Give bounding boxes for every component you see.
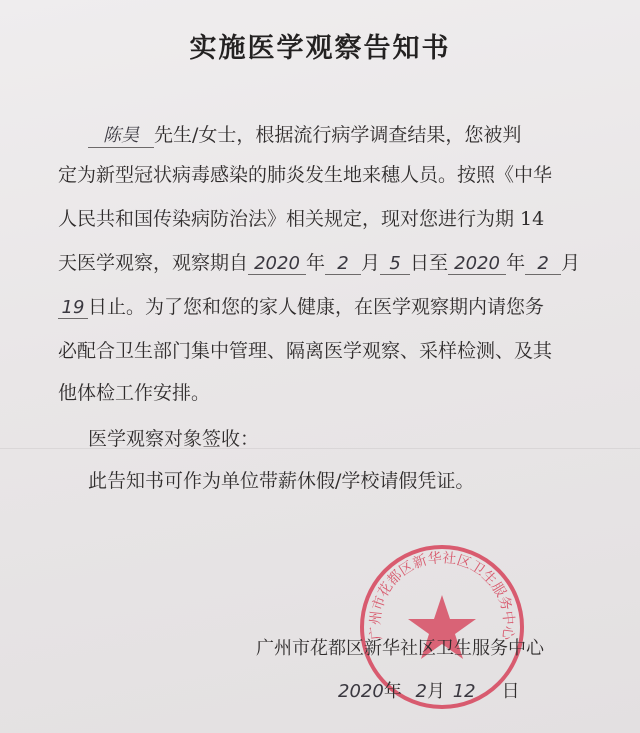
start-day-handwritten: 5 — [380, 253, 410, 275]
line4-text-e: 年 — [506, 252, 526, 274]
sign-day-suffix: 日 — [501, 681, 520, 702]
sign-month-suffix: 月 — [427, 681, 445, 702]
sign-day-handwritten: 12 — [452, 681, 476, 702]
line4-text-f: 月 — [561, 252, 581, 274]
paragraph-line-3: 人民共和国传染病防治法》相关规定，现对您进行为期 14 — [58, 208, 545, 230]
end-day-handwritten: 19 — [58, 297, 88, 319]
issuing-organization: 广州市花都区新华社区卫生服务中心 — [256, 638, 544, 659]
paragraph-line-4 — [58, 248, 580, 275]
paragraph-line-7: 他体检工作安排。 — [58, 382, 211, 404]
seal-text: 广州市花都区新华社区卫生服务中心 — [367, 550, 517, 641]
paragraph-line-1 — [88, 120, 521, 148]
end-month-handwritten: 2 — [525, 253, 561, 275]
line1-text: 先生/女士，根据流行病学调查结果，您被判 — [154, 124, 522, 146]
sign-label: 医学观察对象签收： — [88, 428, 260, 450]
sign-year-suffix: 年 — [383, 681, 402, 702]
line4-text-c: 月 — [361, 252, 381, 274]
line4-text-b: 年 — [306, 252, 326, 274]
line4-text-d: 日至 — [410, 252, 449, 274]
leave-note: 此告知书可作为单位带薪休假/学校请假凭证。 — [88, 470, 475, 492]
line5-text: 日止。为了您和您的家人健康，在医学观察期内请您务 — [88, 296, 545, 318]
end-year-handwritten: 2020 — [448, 253, 506, 275]
paragraph-line-6: 必配合卫生部门集中管理、隔离医学观察、采样检测、及其 — [58, 340, 553, 362]
signing-date — [338, 677, 520, 703]
document-title: 实施医学观察告知书 — [189, 33, 451, 64]
start-month-handwritten: 2 — [325, 253, 361, 275]
sign-month-handwritten: 2 — [415, 681, 427, 702]
sign-year-handwritten: 2020 — [338, 681, 384, 702]
line4-text-a: 天医学观察，观察期自 — [58, 252, 249, 274]
start-year-handwritten: 2020 — [248, 253, 306, 275]
name-handwritten: 陈昊 — [88, 121, 154, 148]
paragraph-line-2: 定为新型冠状病毒感染的肺炎发生地来穗人员。按照《中华 — [58, 164, 553, 186]
paragraph-line-5 — [58, 292, 544, 319]
